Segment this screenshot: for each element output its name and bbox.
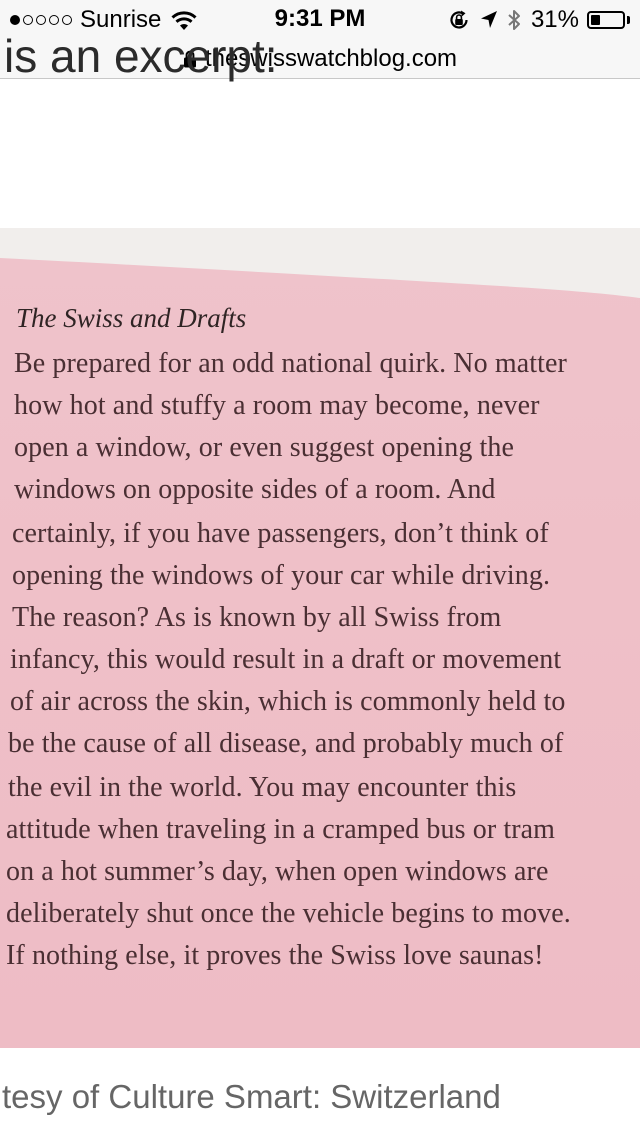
box-text-line: the evil in the world. You may encounter this bbox=[8, 772, 517, 803]
box-text-line: on a hot summer’s day, when open windows are bbox=[6, 856, 549, 887]
box-text-line: of air across the skin, which is commonly held to bbox=[10, 686, 566, 717]
url-text[interactable]: theswisswatchblog.com bbox=[204, 45, 458, 72]
status-right bbox=[447, 6, 630, 34]
box-text-line: be the cause of all disease, and probably much of bbox=[8, 728, 564, 759]
box-text-line: how hot and stuffy a room may become, never bbox=[14, 390, 540, 421]
cut-off-text: is an excerpt: bbox=[4, 30, 278, 82]
bluetooth-icon bbox=[507, 8, 521, 32]
box-text-line: open a window, or even suggest opening the bbox=[14, 432, 515, 463]
box-text-line: Be prepared for an odd national quirk. No matter bbox=[14, 348, 567, 379]
box-text-line: certainly, if you have passengers, don’t think of bbox=[12, 518, 549, 549]
box-title: The Swiss and Drafts bbox=[16, 303, 247, 333]
box-text-line: The reason? As is known by all Swiss from bbox=[12, 602, 502, 633]
book-excerpt-image bbox=[0, 228, 640, 1048]
box-text-line: attitude when traveling in a cramped bus or tram bbox=[6, 814, 556, 845]
battery-tip bbox=[627, 16, 630, 24]
box-text-line: opening the windows of your car while driving. bbox=[12, 560, 551, 591]
box-text-line: If nothing else, it proves the Swiss love saunas! bbox=[6, 940, 544, 971]
battery-percentage: 31% bbox=[530, 6, 579, 33]
clock: 9:31 PM bbox=[274, 5, 366, 32]
box-text-line: deliberately shut once the vehicle begins to move. bbox=[6, 898, 571, 929]
battery-icon bbox=[587, 11, 625, 29]
location-arrow-icon bbox=[479, 9, 499, 31]
carrier-name: Sunrise bbox=[80, 6, 162, 33]
cut-off-heading bbox=[0, 30, 644, 87]
box-text-line: infancy, this would result in a draft or movement bbox=[10, 644, 562, 675]
pink-box-edge bbox=[0, 228, 640, 288]
rotation-lock-icon bbox=[447, 8, 471, 32]
battery-fill bbox=[591, 15, 600, 25]
image-caption: tesy of Culture Smart: Switzerland bbox=[2, 1078, 501, 1115]
box-text-line: windows on opposite sides of a room. And bbox=[14, 474, 496, 505]
